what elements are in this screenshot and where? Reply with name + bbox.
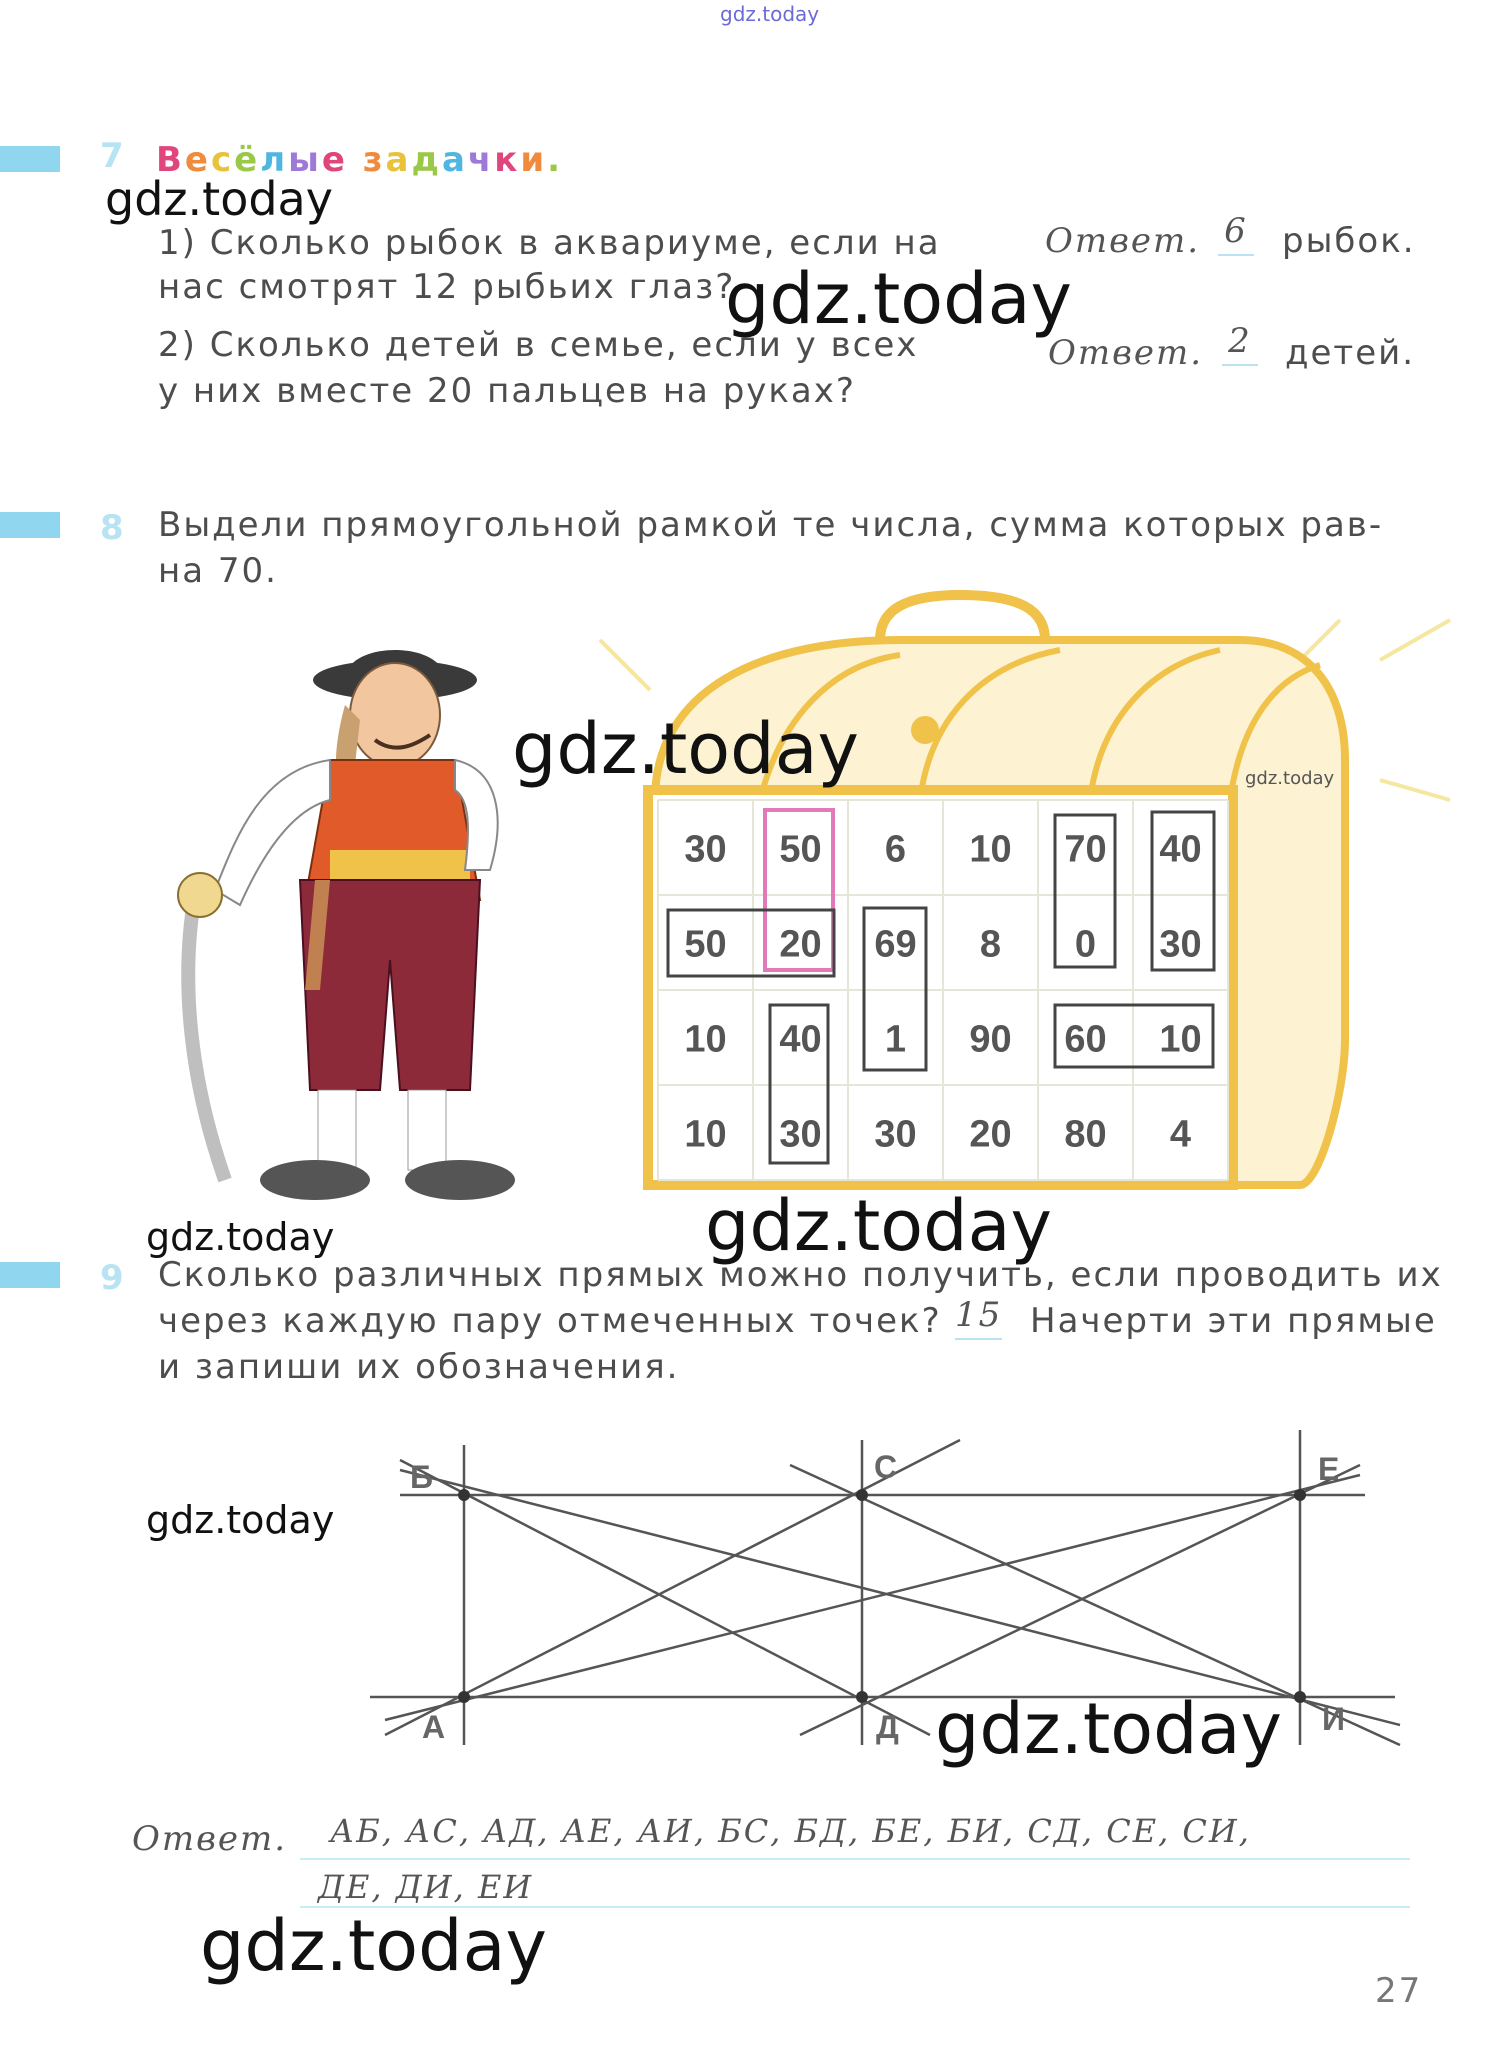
title-letter: а [385, 140, 412, 180]
task-8-line2: на 70. [158, 551, 278, 591]
title-letter: а [441, 140, 468, 180]
watermark-4: gdz.today [1245, 768, 1335, 789]
label-B: Б [410, 1459, 433, 1495]
grid-cell: 30 [1159, 923, 1202, 966]
task-7-number: 7 [100, 136, 124, 176]
watermark-2: gdz.today [725, 258, 1072, 340]
grid-cell: 10 [1159, 1018, 1202, 1061]
task-8-line1: Выдели прямоугольной рамкой те числа, сумма которых рав- [158, 505, 1384, 545]
label-I: И [1322, 1701, 1345, 1737]
task-9-line2a: через каждую пару отмеченных точек? [158, 1301, 942, 1341]
title-letter: ч [467, 140, 495, 180]
task-7-q2-answer-unit: детей. [1285, 333, 1416, 373]
task-7-q2-answer-label: Ответ. [1048, 333, 1204, 373]
title-letter: з [362, 140, 386, 180]
point-E [1294, 1489, 1306, 1501]
title-letter: ё [234, 140, 261, 180]
task-9-line1: Сколько различных прямых можно получить, если проводить их [158, 1255, 1443, 1295]
watermark-9: gdz.today [200, 1905, 547, 1987]
point-C [856, 1489, 868, 1501]
task-9-answer-line2: ДЕ, ДИ, ЕИ [318, 1868, 534, 1906]
title-letter: с [210, 140, 235, 180]
watermark-top: gdz.today [720, 2, 820, 26]
grid-cell: 0 [1074, 923, 1097, 966]
title-letter: к [494, 140, 521, 180]
title-letter: . [547, 140, 564, 180]
watermark-7: gdz.today [146, 1498, 335, 1542]
task-7-q1-answer-value: 6 [1218, 208, 1254, 256]
title-letter: В [156, 140, 185, 180]
grid-cell: 20 [779, 923, 822, 966]
title-letter: ы [288, 140, 322, 180]
grid-cell: 60 [1064, 1018, 1107, 1061]
grid-cell: 10 [684, 1018, 727, 1061]
label-A: А [422, 1709, 446, 1745]
grid-cell: 69 [874, 923, 917, 966]
grid-cell: 8 [979, 923, 1002, 966]
title-letter: и [520, 140, 548, 180]
grid-cell: 10 [684, 1113, 727, 1156]
grid-cell: 30 [874, 1113, 917, 1156]
point-I [1294, 1691, 1306, 1703]
task-7-q2-line1: 2) Сколько детей в семье, если у всех [158, 325, 919, 365]
label-D: Д [876, 1709, 899, 1745]
label-C: С [874, 1449, 898, 1485]
title-letter: л [260, 140, 289, 180]
task-9-answer-line1: АБ, АС, АД, АЕ, АИ, БС, БД, БЕ, БИ, СД, СЕ, СИ, [330, 1812, 1251, 1850]
title-letter: е [321, 140, 348, 180]
grid-cell: 50 [684, 923, 727, 966]
task-9-number: 9 [100, 1258, 124, 1298]
watermark-1: gdz.today [105, 172, 333, 226]
watermark-8: gdz.today [935, 1688, 1282, 1770]
task-9-answer-count: 15 [955, 1292, 1002, 1340]
grid-cell: 40 [779, 1018, 822, 1061]
watermark-5: gdz.today [146, 1215, 335, 1259]
grid-cell: 10 [969, 828, 1012, 871]
task-7-q1-line1: 1) Сколько рыбок в аквариуме, если на [158, 223, 941, 263]
grid-cell: 1 [884, 1018, 907, 1061]
grid-cell: 50 [779, 828, 822, 871]
grid-cell: 20 [969, 1113, 1012, 1156]
point-A [458, 1691, 470, 1703]
task-7-q1-line2: нас смотрят 12 рыбьих глаз? [158, 267, 736, 307]
task-9-line2b: Начерти эти прямые [1030, 1301, 1437, 1341]
grid-cell: 30 [779, 1113, 822, 1156]
page-number: 27 [1375, 1971, 1423, 2011]
title-letter: д [411, 140, 442, 180]
grid-cell: 30 [684, 828, 727, 871]
watermark-6: gdz.today [705, 1185, 1052, 1267]
watermark-3: gdz.today [512, 708, 859, 790]
title-letter: е [184, 140, 211, 180]
answer-rule-1 [300, 1858, 1410, 1860]
grid-cell: 6 [884, 828, 907, 871]
grid-cell: 90 [969, 1018, 1012, 1061]
task-9-line3: и запиши их обозначения. [158, 1347, 680, 1387]
label-E: Е [1318, 1451, 1340, 1487]
task-7-q2-answer-value: 2 [1222, 318, 1258, 366]
grid-cell: 80 [1064, 1113, 1107, 1156]
task-7-q1-answer-label: Ответ. [1045, 221, 1201, 261]
grid-cell: 70 [1064, 828, 1107, 871]
grid-cell: 4 [1169, 1113, 1192, 1156]
task-7-q1-answer-unit: рыбок. [1282, 221, 1416, 261]
point-B [458, 1489, 470, 1501]
grid-cell: 40 [1159, 828, 1202, 871]
task-8-number: 8 [100, 508, 124, 548]
task-7-q2-line2: у них вместе 20 пальцев на руках? [158, 371, 856, 411]
point-D [856, 1691, 868, 1703]
task-9-answer-label: Ответ. [132, 1819, 288, 1859]
